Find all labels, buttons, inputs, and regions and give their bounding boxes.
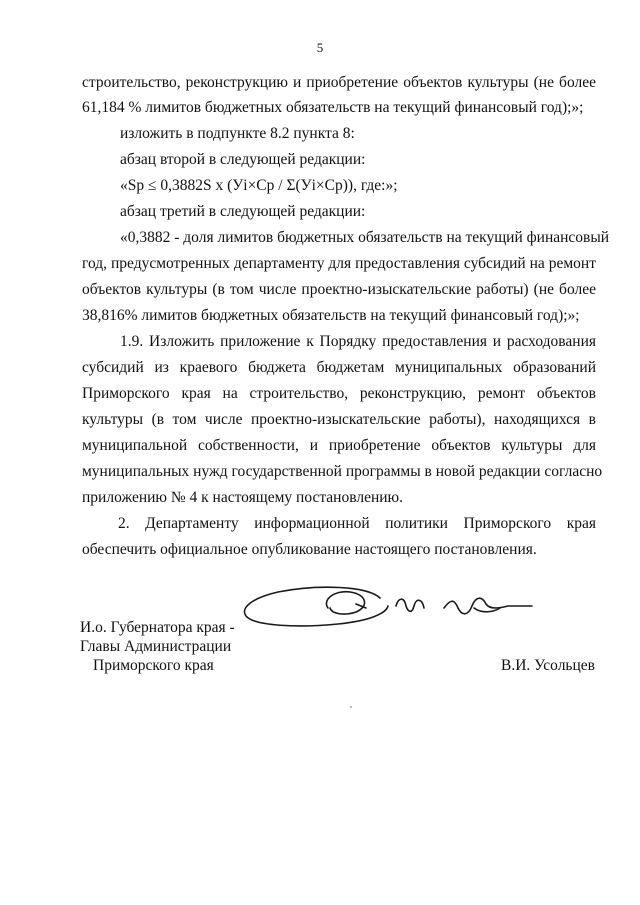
text-line: изложить в подпункте 8.2 пункта 8: <box>120 125 355 142</box>
text-line: абзац третий в следующей редакции: <box>120 203 366 220</box>
signer-position-line: Главы Администрации <box>80 638 232 655</box>
text-line: объектов культуры (в том числе проектно-изыскательские работы) (не более <box>82 281 596 298</box>
text-line: Приморского края на строительство, реконструкцию, ремонт объектов <box>82 385 596 402</box>
scan-speck <box>350 706 352 708</box>
text-line: субсидий из краевого бюджета бюджетам муниципальных образований <box>82 359 596 376</box>
text-line: приложению № 4 к настоящему постановлению. <box>82 489 403 506</box>
text-line: 38,816% лимитов бюджетных обязательств на текущий финансовый год);»; <box>82 307 580 324</box>
text-line: культуры (в том числе проектно-изыскательские работы), находящихся в <box>82 411 596 428</box>
formula-line: «Sр ≤ 0,3882S x (Уi×Cр / Σ(Уi×Cр)), где:»; <box>120 177 398 194</box>
text-line: 1.9. Изложить приложение к Порядку предоставления и расходования <box>120 333 596 350</box>
text-line: год, предусмотренных департаменту для предоставления субсидий на ремонт <box>82 255 596 272</box>
signer-position-line: И.о. Губернатора края - <box>80 619 235 636</box>
handwritten-signature <box>238 578 548 634</box>
text-line: 2. Департаменту информационной политики Приморского края <box>118 515 596 532</box>
signer-position-line: Приморского края <box>93 657 214 674</box>
text-line: обеспечить официальное опубликование настоящего постановления. <box>82 541 537 558</box>
text-line: строительство, реконструкцию и приобретение объектов культуры (не более <box>82 74 596 91</box>
text-line: муниципальной собственности, и приобретение объектов культуры для <box>82 437 596 454</box>
page-number: 5 <box>316 40 324 55</box>
text-line: муниципальных нужд государственной программы в новой редакции согласно <box>82 463 603 480</box>
signer-name: В.И. Усольцев <box>501 657 595 674</box>
text-line: 61,184 % лимитов бюджетных обязательств на текущий финансовый год);»; <box>82 99 584 116</box>
text-line: «0,3882 - доля лимитов бюджетных обязательств на текущий финансовый <box>120 229 610 246</box>
text-line: абзац второй в следующей редакции: <box>120 151 366 168</box>
